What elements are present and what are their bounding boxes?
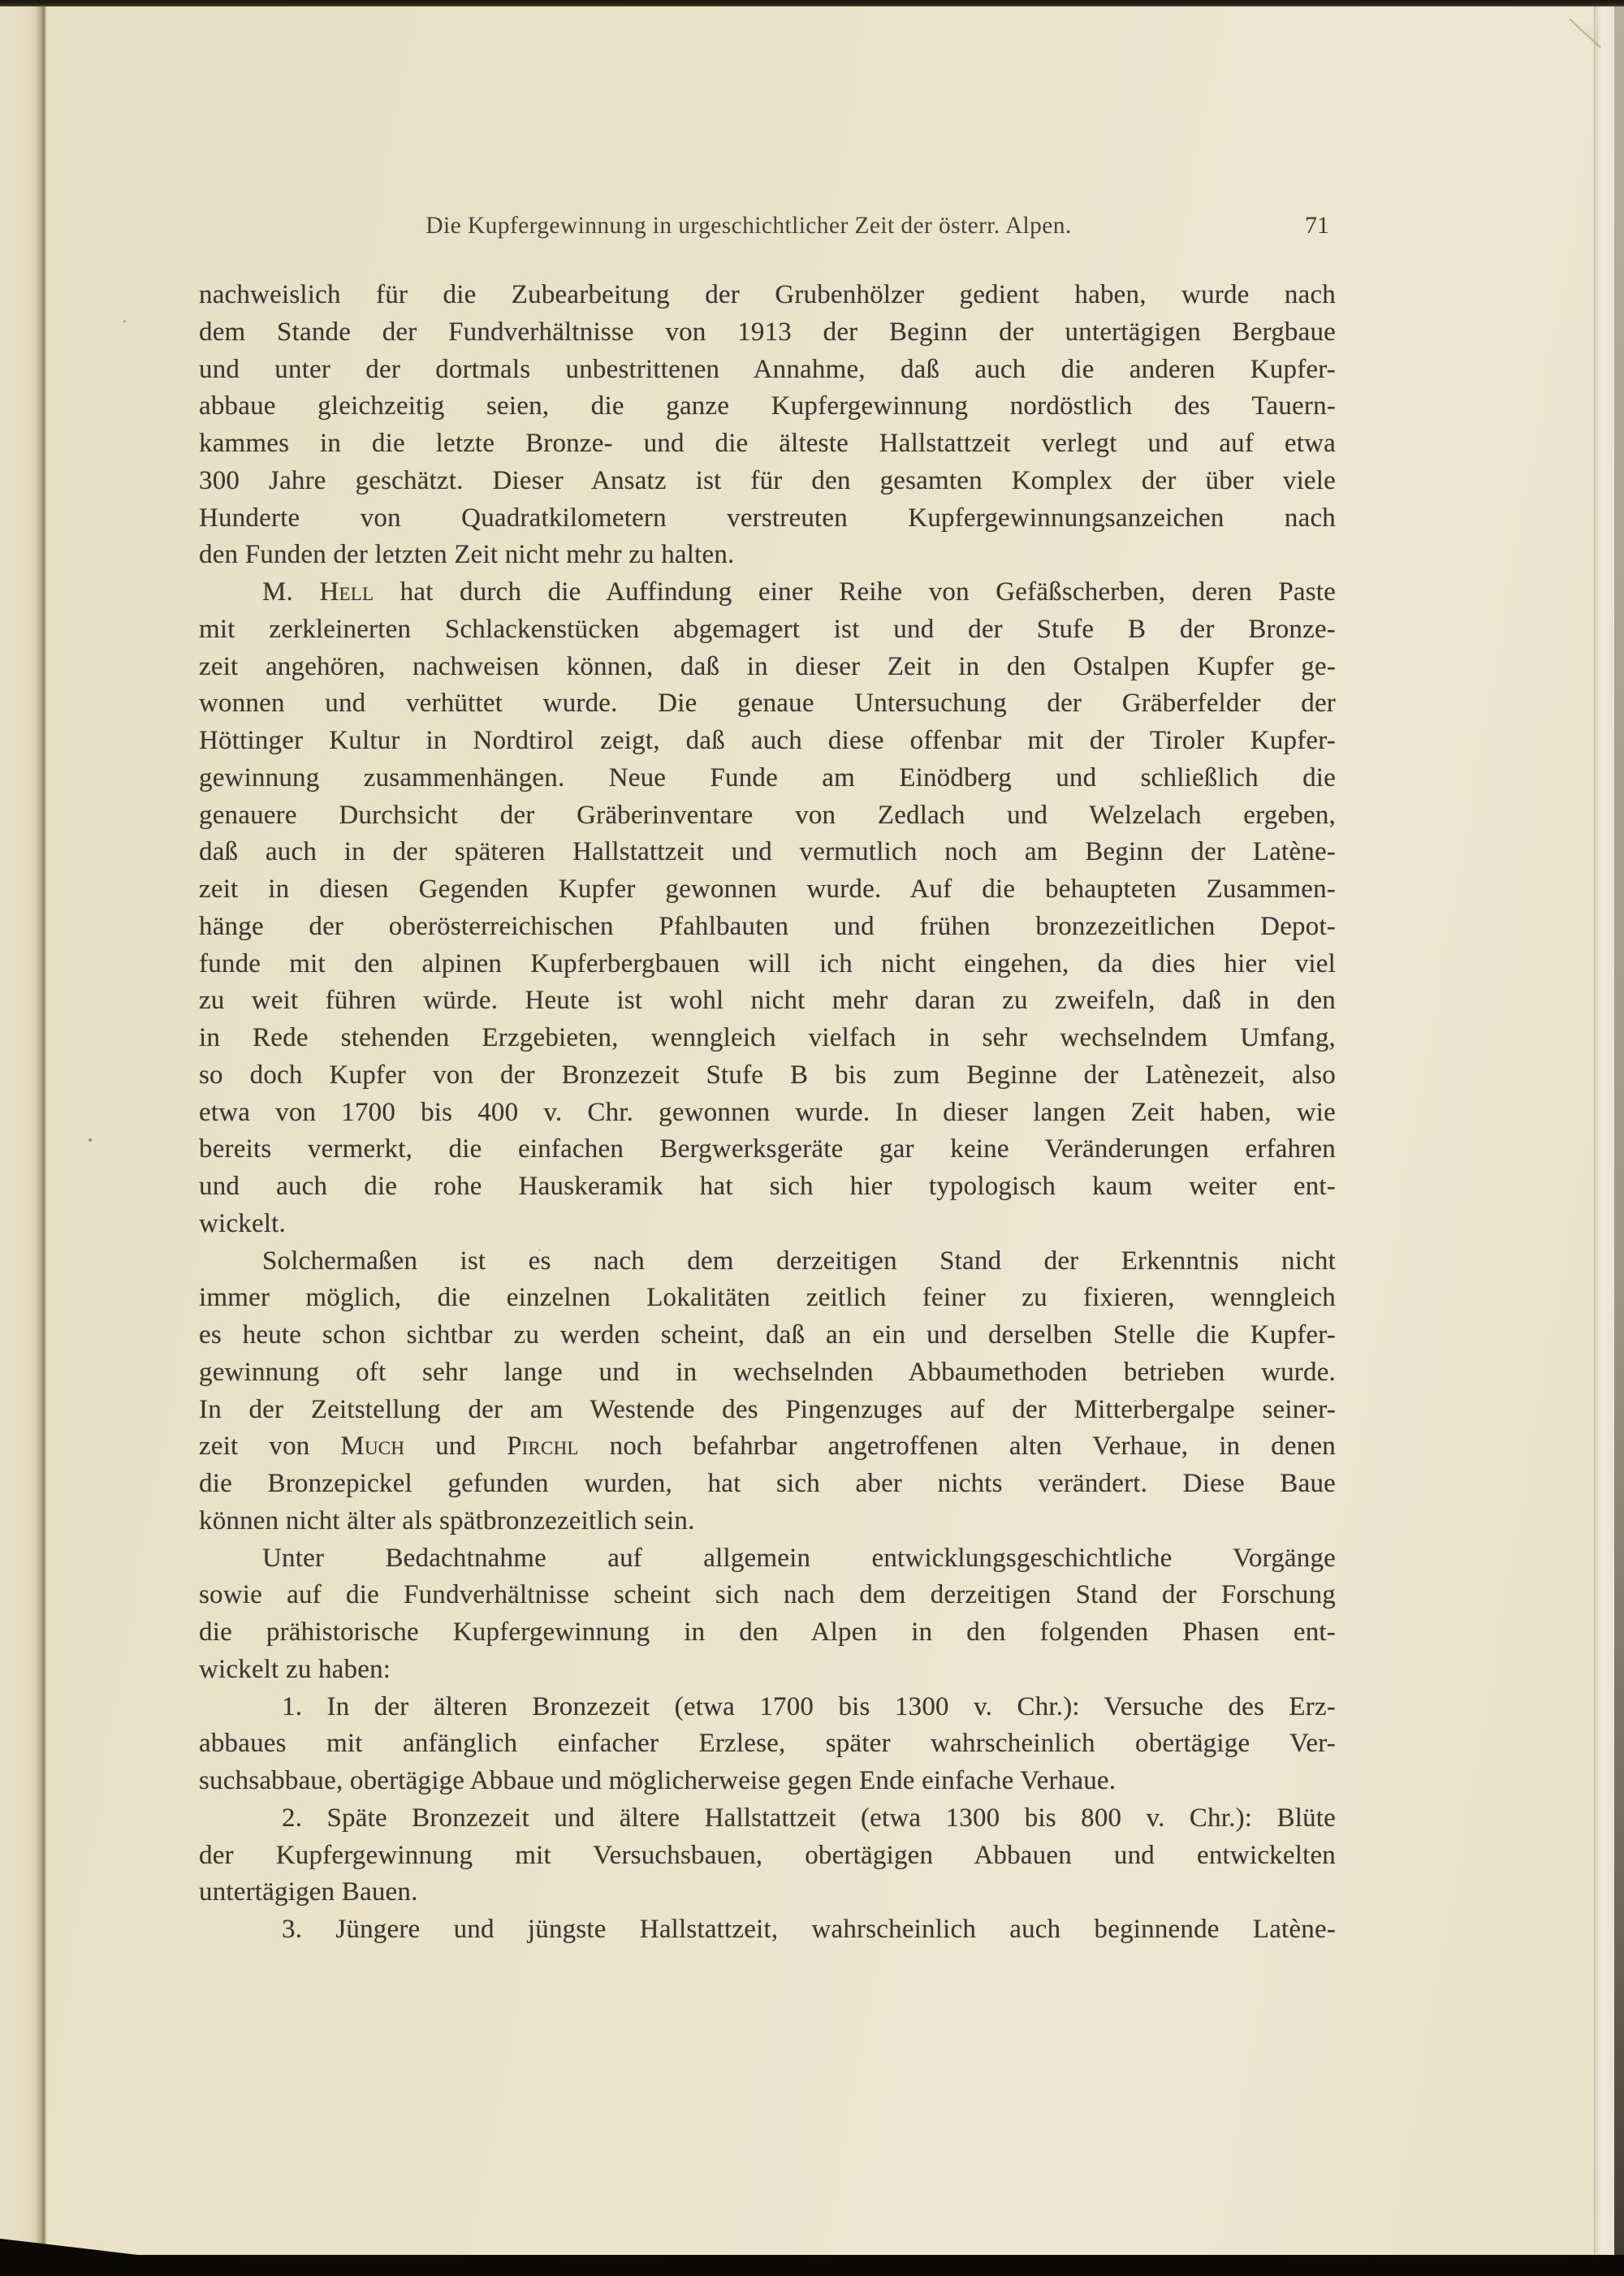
text-line: gewinnung zusammenhängen. Neue Funde am Einödberg und schließlich die [199, 762, 1336, 792]
text-line: zu weit führen würde. Heute ist wohl nicht mehr daran zu zweifeln, daß in den [199, 986, 1336, 1016]
text-line: suchsabbaue, obertägige Abbaue und möglicherweise gegen Ende einfache Verhaue. [199, 1766, 1116, 1795]
text-line: zeit angehören, nachweisen können, daß in dieser Zeit in den Ostalpen Kupfer ge- [199, 651, 1336, 681]
text-line: und unter der dortmals unbestrittenen Annahme, daß auch die anderen Kupfer- [199, 354, 1336, 384]
text-line: dem Stande der Fundverhältnisse von 1913 der Beginn der untertägigen Bergbaue [199, 317, 1336, 347]
text-line: Hunderte von Quadratkilometern verstreuten Kupfergewinnungsanzeichen nach [199, 503, 1336, 533]
text-line: daß auch in der späteren Hallstattzeit und vermutlich noch am Beginn der Latène- [199, 837, 1336, 867]
text-line: abbaues mit anfänglich einfacher Erzlese, später wahrscheinlich obertägige Ver- [199, 1729, 1336, 1759]
text-line: In der Zeitstellung der am Westende des Pingenzuges auf der Mitterbergalpe seiner- [199, 1394, 1336, 1424]
text-line: immer möglich, die einzelnen Lokalitäten zeitlich feiner zu fixieren, wenngleich [199, 1283, 1336, 1313]
scan-edge-bottom [0, 2255, 1624, 2276]
text-line: sowie auf die Fundverhältnisse scheint sich nach dem derzeitigen Stand der Forschung [199, 1580, 1336, 1610]
text-line: abbaue gleichzeitig seien, die ganze Kupfergewinnung nordöstlich des Tauern- [199, 391, 1336, 421]
text-line: genauere Durchsicht der Gräberinventare von Zedlach und Welzelach ergeben, [199, 800, 1336, 830]
gutter-shadow [0, 6, 47, 2255]
text-block [199, 277, 1336, 1949]
text-line: können nicht älter als spätbronzezeitlich sein. [199, 1505, 695, 1535]
running-header [199, 209, 1336, 244]
text-line: M. Hell hat durch die Auffindung einer Reihe von Gefäßscherben, deren Paste [262, 577, 1336, 607]
dust-speck [89, 1138, 92, 1142]
text-line: mit zerkleinerten Schlackenstücken abgemagert ist und der Stufe B der Bronze- [199, 614, 1336, 644]
text-line: wickelt. [199, 1208, 286, 1238]
page-number: 71 [1305, 212, 1329, 239]
text-line: 2. Späte Bronzezeit und ältere Hallstattzeit (etwa 1300 bis 800 v. Chr.): Blüte [282, 1803, 1336, 1833]
text-line: den Funden der letzten Zeit nicht mehr zu halten. [199, 540, 735, 570]
text-line: kammes in die letzte Bronze- und die älteste Hallstattzeit verlegt und auf etwa [199, 429, 1336, 458]
page-stack-edge [1614, 6, 1624, 2255]
text-line: 1. In der älteren Bronzezeit (etwa 1700 bis 1300 v. Chr.): Versuche des Erz- [282, 1691, 1336, 1721]
text-line: Unter Bedachtnahme auf allgemein entwicklungsgeschichtliche Vorgänge [262, 1543, 1336, 1573]
text-line: so doch Kupfer von der Bronzezeit Stufe B bis zum Beginne der Latènezeit, also [199, 1060, 1336, 1090]
dust-speck [1134, 1400, 1137, 1401]
text-line: gewinnung oft sehr lange und in wechselnden Abbaumethoden betrieben wurde. [199, 1357, 1336, 1387]
text-line: Höttinger Kultur in Nordtirol zeigt, daß auch diese offenbar mit der Tiroler Kupfer- [199, 726, 1336, 755]
text-line: zeit von Much und Pirchl noch befahrbar angetroffenen alten Verhaue, in denen [199, 1432, 1336, 1462]
text-line: in Rede stehenden Erzgebieten, wenngleich vielfach in sehr wechselndem Umfang, [199, 1023, 1336, 1052]
text-line: und auch die rohe Hauskeramik hat sich hier typologisch kaum weiter ent- [199, 1172, 1336, 1201]
text-line: wonnen und verhüttet wurde. Die genaue Untersuchung der Gräberfelder der [199, 689, 1336, 719]
scan-edge-top [0, 0, 1624, 6]
text-line: 300 Jahre geschätzt. Dieser Ansatz ist für den gesamten Komplex der über viele [199, 465, 1336, 495]
dust-speck [123, 320, 126, 322]
text-line: es heute schon sichtbar zu werden scheint, daß an ein und derselben Stelle die Kupfer- [199, 1320, 1336, 1350]
text-line: untertägigen Bauen. [199, 1877, 418, 1907]
header-title: Die Kupfergewinnung in urgeschichtlicher Zeit der österr. Alpen. [425, 213, 1072, 239]
text-line: nachweislich für die Zubearbeitung der Grubenhölzer gedient haben, wurde nach [199, 280, 1336, 309]
text-line: zeit in diesen Gegenden Kupfer gewonnen wurde. Auf die behaupteten Zusammen- [199, 875, 1336, 904]
text-line: Solchermaßen ist es nach dem derzeitigen Stand der Erkenntnis nicht [262, 1246, 1336, 1276]
text-line: die prähistorische Kupfergewinnung in den Alpen in den folgenden Phasen ent- [199, 1617, 1336, 1647]
text-line: 3. Jüngere und jüngste Hallstattzeit, wahrscheinlich auch beginnende Latène- [282, 1915, 1336, 1944]
text-line: der Kupfergewinnung mit Versuchsbauen, obertägigen Abbauen und entwickelten [199, 1840, 1336, 1870]
text-line: hänge der oberösterreichischen Pfahlbauten und frühen bronzezeitlichen Depot- [199, 911, 1336, 941]
text-line: etwa von 1700 bis 400 v. Chr. gewonnen wurde. In dieser langen Zeit haben, wie [199, 1097, 1336, 1127]
text-line: funde mit den alpinen Kupferbergbauen will ich nicht eingehen, da dies hier viel [199, 948, 1336, 978]
page-edge-right [1594, 6, 1614, 2255]
dust-speck [538, 1249, 541, 1251]
page [0, 6, 1624, 2255]
text-line: die Bronzepickel gefunden wurden, hat sich aber nichts verändert. Diese Baue [199, 1469, 1336, 1498]
text-line: wickelt zu haben: [199, 1654, 391, 1684]
text-line: bereits vermerkt, die einfachen Bergwerksgeräte gar keine Veränderungen erfahren [199, 1134, 1336, 1164]
